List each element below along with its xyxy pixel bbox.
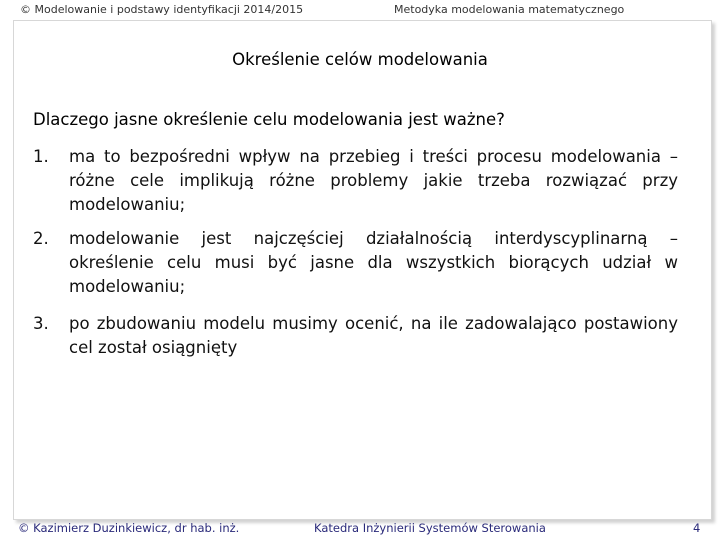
list-item-number: 2. (33, 229, 49, 248)
footer-author: © Kazimierz Duzinkiewicz, dr hab. inż. (18, 521, 240, 535)
list-item-number: 3. (33, 314, 49, 333)
list-item-number: 1. (33, 147, 49, 166)
list-item-text: modelowanie jest najczęściej działalnością interdyscyplinarną – określenie celu musi być jasne dla wszystkich biorących udział w modelowaniu; (69, 229, 678, 296)
header-topic: Metodyka modelowania matematycznego (394, 3, 625, 16)
list-item-text: po zbudowaniu modelu musimy ocenić, na ile zadowalająco postawiony cel został osiągnięty (69, 314, 678, 357)
footer-department: Katedra Inżynierii Systemów Sterowania (314, 521, 546, 535)
list-item-text: ma to bezpośredni wpływ na przebieg i treści procesu modelowania – różne cele implikują różne problemy jakie trzeba rozwiązać przy modelowaniu; (69, 147, 678, 214)
slide-question: Dlaczego jasne określenie celu modelowania jest ważne? (33, 110, 505, 129)
slide-title: Określenie celów modelowania (232, 50, 488, 69)
header-course-title: © Modelowanie i podstawy identyfikacji 2014/2015 (20, 3, 304, 16)
page-number: 4 (693, 521, 701, 535)
